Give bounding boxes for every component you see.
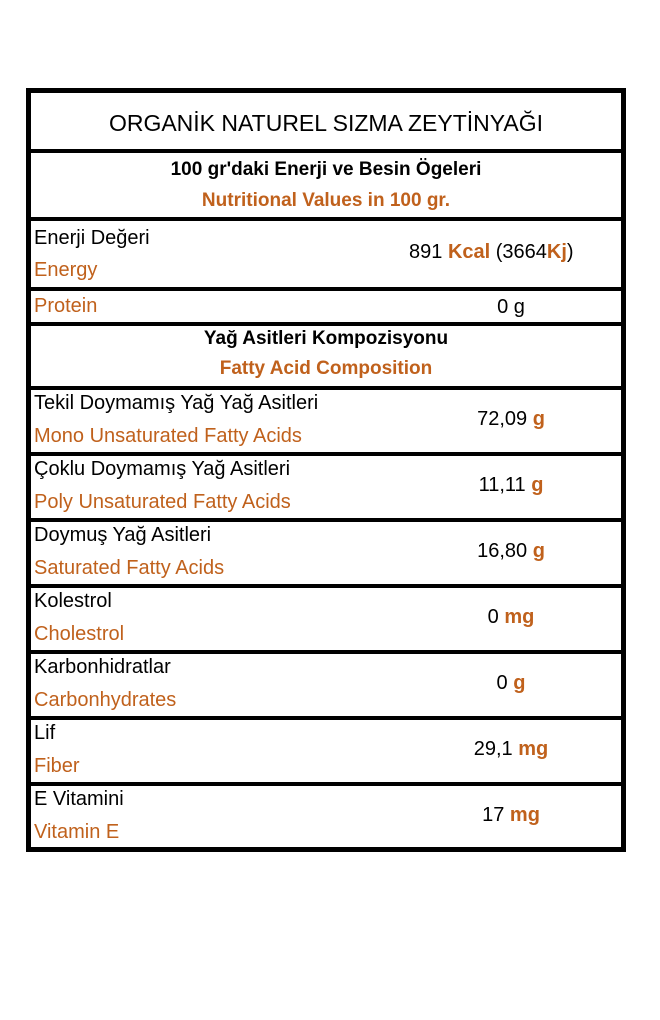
energy-value: [409, 241, 574, 264]
nutrient-label-en: Cholestrol: [34, 623, 125, 645]
energy-kj-value: (3664: [495, 241, 547, 263]
nutrient-row: [31, 720, 621, 782]
nutrient-label-tr: Tekil Doymamış Yağ Yağ Asitleri: [34, 392, 319, 414]
nutrient-unit: g: [532, 408, 545, 430]
nutrient-label-en: Saturated Fatty Acids: [34, 557, 225, 579]
fatty-acid-header-en: Fatty Acid Composition: [219, 358, 433, 379]
nutrient-amount: 0: [487, 606, 499, 628]
protein-row: [31, 291, 621, 321]
nutrient-row: [31, 654, 621, 716]
kj-unit: Kj: [546, 241, 567, 263]
nutrient-row: [31, 390, 621, 452]
nutrient-value: [451, 804, 571, 827]
energy-kcal-value: 891: [409, 241, 443, 263]
nutrient-label-en: Fiber: [34, 755, 80, 777]
nutrient-unit: g: [531, 474, 544, 496]
title-row: [31, 93, 621, 149]
fatty-acid-header: [31, 326, 621, 386]
nutrient-row: [31, 786, 621, 848]
nutrition-header: [31, 153, 621, 217]
nutrient-label-en: Mono Unsaturated Fatty Acids: [34, 425, 302, 447]
nutrient-label-tr: Karbonhidratlar: [34, 656, 171, 678]
nutrient-amount: 16,80: [477, 540, 528, 562]
nutrient-label-tr: E Vitamini: [34, 788, 124, 810]
nutrient-unit: mg: [504, 606, 535, 628]
nutrition-table: [26, 88, 626, 852]
nutrient-amount: 0: [496, 672, 508, 694]
energy-paren-close: ): [566, 241, 574, 263]
product-title: ORGANİK NATUREL SIZMA ZEYTİNYAĞI: [108, 110, 544, 136]
nutrient-label-tr: Lif: [34, 722, 56, 744]
nutrient-label-tr: Çoklu Doymamış Yağ Asitleri: [34, 458, 291, 480]
nutrient-amount: 29,1: [473, 738, 513, 760]
nutrient-value: [451, 738, 571, 761]
nutrient-value: [451, 474, 571, 497]
nutrient-label-en: Vitamin E: [34, 821, 120, 843]
protein-label: Protein: [34, 295, 98, 317]
nutrition-header-tr: 100 gr'daki Enerji ve Besin Ögeleri: [170, 159, 482, 180]
nutrient-value: [451, 408, 571, 431]
nutrient-amount: 72,09: [477, 408, 528, 430]
fatty-acid-header-tr: Yağ Asitleri Kompozisyonu: [203, 328, 449, 349]
nutrient-row: [31, 522, 621, 584]
nutrient-label-tr: Doymuş Yağ Asitleri: [34, 524, 212, 546]
nutrient-unit: mg: [518, 738, 549, 760]
energy-label-en: Energy: [34, 259, 98, 281]
nutrient-value: [451, 606, 571, 629]
nutrient-label-tr: Kolestrol: [34, 590, 112, 612]
nutrient-unit: mg: [509, 804, 540, 826]
protein-value: 0 g: [497, 296, 525, 318]
nutrient-label-en: Carbonhydrates: [34, 689, 177, 711]
nutrient-row: [31, 588, 621, 650]
energy-row: [31, 221, 621, 287]
nutrient-row: [31, 456, 621, 518]
nutrition-header-en: Nutritional Values in 100 gr.: [201, 190, 451, 211]
nutrient-amount: 17: [482, 804, 505, 826]
nutrient-value: [451, 540, 571, 563]
energy-label-tr: Enerji Değeri: [34, 227, 150, 249]
nutrient-label-en: Poly Unsaturated Fatty Acids: [34, 491, 291, 513]
nutrient-unit: g: [513, 672, 526, 694]
nutrient-value: [451, 672, 571, 695]
nutrient-amount: 11,11: [478, 474, 526, 496]
nutrient-unit: g: [532, 540, 545, 562]
kcal-unit: Kcal: [447, 241, 491, 263]
